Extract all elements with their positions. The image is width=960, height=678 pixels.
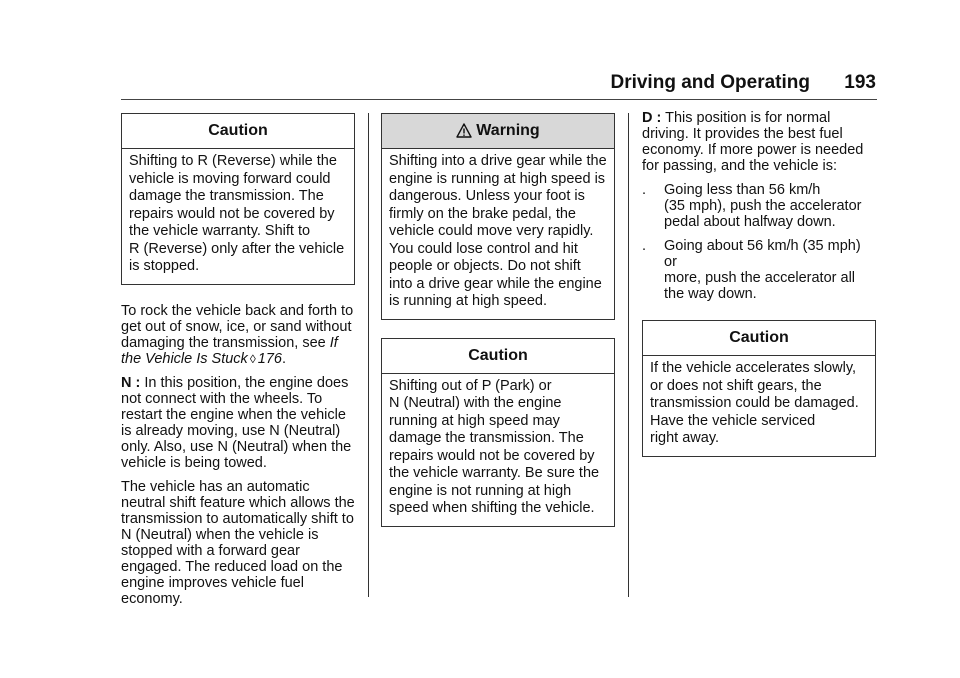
text-line: pedal about halfway down. [664,214,836,230]
text-line: In this position, the engine does [140,374,349,391]
warning-box-drive-gear [381,113,615,320]
caution-line: repairs would not be covered by [389,447,595,464]
list-item [642,238,876,302]
caution-line: the vehicle warranty. Shift to [129,223,311,239]
warning-line: engine is running at high speed is [389,170,606,187]
warning-line: people or objects. Do not shift [389,258,581,274]
caution-box-reverse [121,113,355,285]
text-line: neutral shift feature which allows the [121,494,355,511]
caution-line: damage the transmission. The [389,430,584,446]
caution-body [122,149,354,284]
text-line: economy. [121,590,183,607]
cross-reference-icon: ◊ [249,351,256,366]
text-line: stopped with a forward gear [121,542,300,559]
page-number: 193 [844,72,876,93]
warning-line: is running at high speed. [389,293,547,309]
text-line: vehicle is being towed. [121,454,267,471]
warning-icon [456,123,472,139]
caution-body [382,374,614,526]
header-rule [121,99,877,100]
caution-line: R (Reverse) only after the vehicle [129,240,345,257]
text-line: engine improves vehicle fuel [121,574,304,591]
warning-body [382,149,614,319]
text-line: restart the engine when the vehicle [121,406,346,423]
text-line: . [281,350,286,367]
warning-line: Shifting into a drive gear while the [389,153,607,169]
column-2 [381,113,615,527]
caution-body [643,356,875,456]
caution-line: Shifting to R (Reverse) while the [129,153,337,169]
text-line: for passing, and the vehicle is: [642,158,838,174]
column-1 [121,113,355,615]
column-divider-1 [368,113,369,597]
caution-line: If the vehicle accelerates slowly, [650,360,857,376]
paragraph-drive [642,110,876,174]
text-line: Going less than 56 km/h [664,182,821,198]
text-line: is already moving, use N (Neutral) [121,422,341,439]
paragraph-auto-neutral [121,479,355,607]
warning-line: into a drive gear while the engine [389,275,602,292]
text-line: To rock the vehicle back and forth to [121,302,354,319]
warning-line: firmly on the brake pedal, the [389,205,576,222]
text-line: (35 mph), push the accelerator [664,198,862,214]
text-line: The vehicle has an automatic [121,478,310,495]
warning-header [382,114,614,149]
section-title: Driving and Operating [610,72,810,93]
text-line: driving. It provides the best fuel [642,126,843,142]
caution-line: Shifting out of P (Park) or [389,377,552,394]
caution-line: Have the vehicle serviced [650,412,816,429]
caution-line: is stopped. [129,258,200,274]
warning-line: vehicle could move very rapidly. [389,223,594,239]
caution-line: vehicle is moving forward could [129,170,331,187]
caution-line: or does not shift gears, the [650,377,822,394]
page-reference[interactable]: 176 [257,350,282,367]
text-line: damaging the transmission, see [121,334,330,351]
warning-line: dangerous. Unless your foot is [389,188,585,204]
caution-line: speed when shifting the vehicle. [389,500,595,516]
link-vehicle-stuck[interactable]: If [329,334,338,351]
caution-line: damage the transmission. The [129,188,324,204]
column-divider-2 [628,113,629,597]
text-line: get out of snow, ice, or sand without [121,318,352,335]
caution-line: transmission could be damaged. [650,395,859,411]
warning-title: Warning [476,122,540,139]
caution-box-park-neutral [381,338,615,527]
caution-line: engine is not running at high [389,482,572,499]
text-line: transmission to automatically shift to [121,510,354,527]
text-line: the way down. [664,286,757,302]
text-line: Going about 56 km/h (35 mph) or [664,238,861,270]
warning-line: You could lose control and hit [389,240,578,257]
bullet-marker: . [642,238,647,254]
column-3 [642,110,876,457]
link-vehicle-stuck-cont[interactable]: the Vehicle Is Stuck [121,350,248,367]
caution-line: running at high speed may [389,412,560,429]
paragraph-neutral [121,375,355,471]
text-line: N (Neutral) when the vehicle is [121,526,319,543]
caution-title: Caution [382,339,614,374]
caution-title: Caution [122,114,354,149]
text-line: economy. If more power is needed [642,142,864,158]
gear-label-n: N : [121,374,141,391]
paragraph-rock-vehicle [121,303,355,367]
text-line: This position is for normal [661,110,831,126]
caution-line: N (Neutral) with the engine [389,395,562,411]
bullet-marker: . [642,182,647,198]
text-line: more, push the accelerator all [664,270,856,286]
text-line: not connect with the wheels. To [121,390,323,407]
caution-box-accelerates [642,320,876,457]
caution-line: right away. [650,430,720,446]
caution-line: repairs would not be covered by [129,205,335,222]
gear-label-d: D : [642,110,662,126]
text-line: engaged. The reduced load on the [121,558,343,575]
caution-title: Caution [643,321,875,356]
text-line: only. Also, use N (Neutral) when the [121,438,352,455]
caution-line: the vehicle warranty. Be sure the [389,465,600,481]
list-item [642,182,876,230]
